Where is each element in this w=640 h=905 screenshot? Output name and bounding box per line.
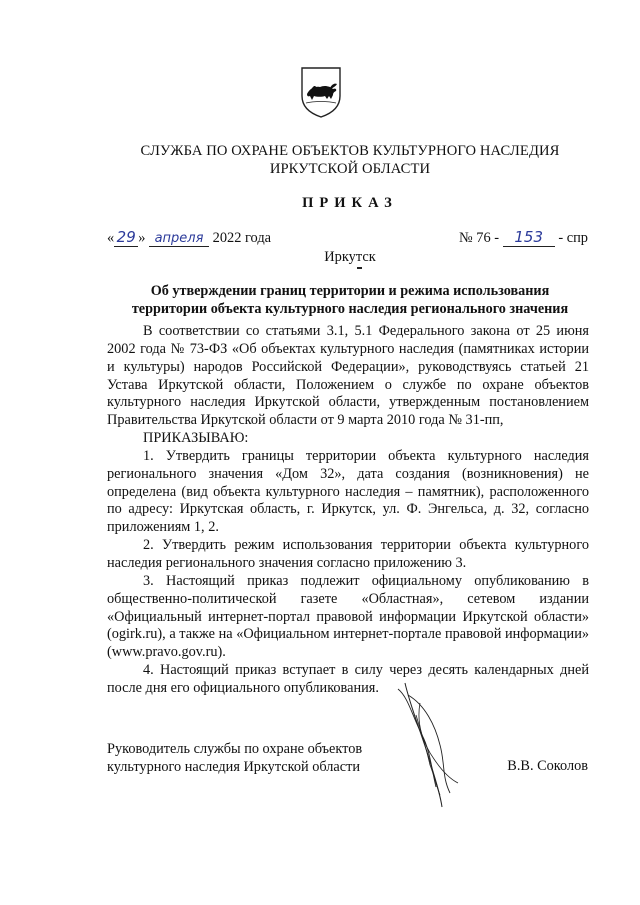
agency-name-line1: СЛУЖБА ПО ОХРАНЕ ОБЪЕКТОВ КУЛЬТУРНОГО НАСЛЕДИЯ xyxy=(140,143,560,159)
irkutsk-coat-of-arms-icon xyxy=(300,66,342,118)
document-type: ПРИКАЗ xyxy=(302,195,398,211)
signer-title xyxy=(107,740,407,776)
order-title xyxy=(100,282,600,318)
order-number-handwritten: 153 xyxy=(503,228,555,247)
date-day-handwritten: 29 xyxy=(114,228,138,247)
date-close-quote: » xyxy=(138,230,146,246)
preamble: В соответствии со статьями 3.1, 5.1 Федерального закона от 25 июня 2002 года № 73-ФЗ «Об объектах культурного наследия (памятниках истории и культуры) народов Российской Федерации», руководствуясь статьей 21 Устава Иркутской области, Положением о службе по охране объектов культурного наследия Иркутской области, утвержденным постановлением Правительства Иркутской области от 9 марта 2010 года № 31-пп, xyxy=(107,323,589,429)
order-number xyxy=(459,228,588,247)
order-item-1: 1. Утвердить границы территории объекта культурного наследия регионального значения «Дом 32», дата создания (возникновения) не определена (вид объекта культурного наследия – памятник), расположенного по адресу: Иркутская область, г. Иркутск, ул. Ф. Энгельса, д. 32, согласно приложениям 1, 2. xyxy=(107,447,589,536)
signer-title-line1: Руководитель службы по охране объектов xyxy=(107,741,363,757)
signer-name: В.В. Соколов xyxy=(507,758,588,774)
agency-name-line2: ИРКУТСКОЙ ОБЛАСТИ xyxy=(269,161,431,177)
order-number-suffix: - спр xyxy=(558,230,588,246)
signer-title-line2: культурного наследия Иркутской области xyxy=(107,759,360,775)
order-item-3: 3. Настоящий приказ подлежит официальному опубликованию в общественно-политической газете «Областная», сетевом издании «Официальный интернет-портал правовой информации Иркутской области» (ogirk.ru), а также на «Официальном интернет-портале правовой информации» (www.pravo.gov.ru). xyxy=(107,572,589,661)
order-item-2: 2. Утвердить режим использования территории объекта культурного наследия регионального значения согласно приложению 3. xyxy=(107,537,589,571)
date-open-quote: « xyxy=(107,230,115,246)
order-item-4: 4. Настоящий приказ вступает в силу через десять календарных дней после дня его официального опубликования. xyxy=(107,662,589,696)
city-dash-mark xyxy=(357,267,362,269)
order-body xyxy=(107,323,589,698)
order-word: ПРИКАЗЫВАЮ: xyxy=(143,430,249,447)
order-number-prefix: № 76 - xyxy=(458,230,500,246)
order-title-line2: территории объекта культурного наследия регионального значения xyxy=(131,301,569,317)
agency-name xyxy=(100,142,600,178)
order-date xyxy=(107,228,271,247)
date-year: 2022 года xyxy=(212,230,272,246)
order-title-line1: Об утверждении границ территории и режима использования xyxy=(150,283,550,299)
date-month-handwritten: апреля xyxy=(149,231,209,247)
city: Иркутск xyxy=(324,249,376,265)
